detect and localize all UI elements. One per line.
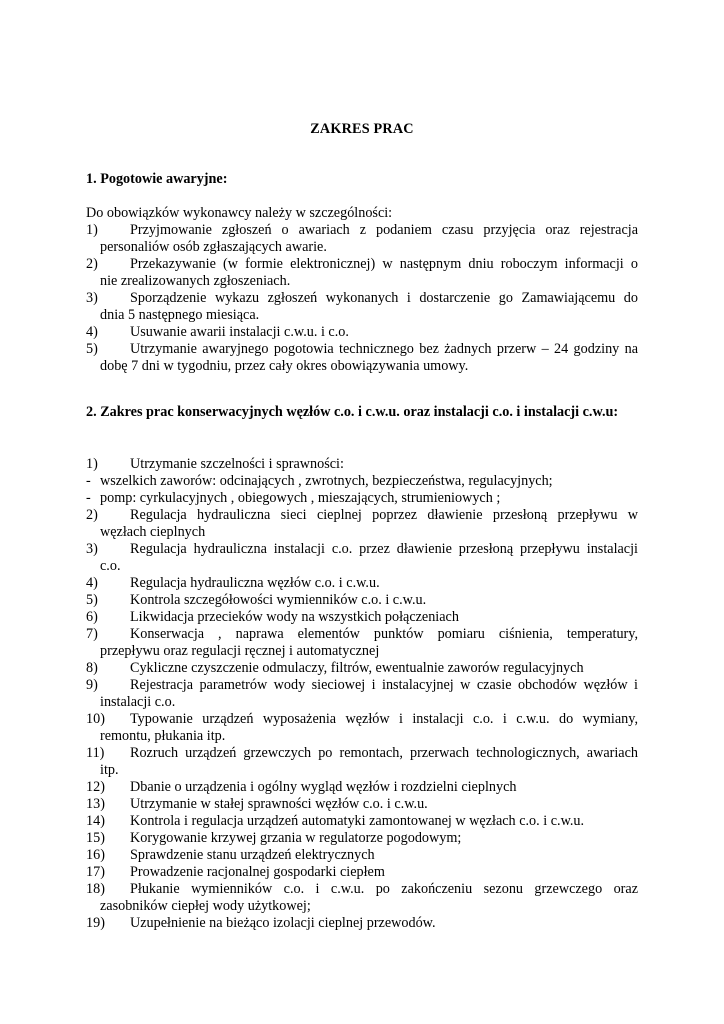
list-item-text: Sprawdzenie stanu urządzeń elektrycznych	[130, 847, 375, 863]
list-item	[86, 575, 638, 592]
list-item	[86, 609, 638, 626]
list-item	[86, 324, 638, 341]
list-item-text: Płukanie wymienników c.o. i c.w.u. po zakończeniu sezonu grzewczego oraz	[130, 881, 638, 897]
list-item	[86, 864, 638, 881]
list-item-continuation: remontu, płukania itp.	[100, 728, 226, 744]
list-item	[86, 507, 638, 541]
section1-heading: 1. Pogotowie awaryjne:	[86, 171, 228, 187]
list-item-continuation: personaliów osób zgłaszających awarie.	[100, 239, 327, 255]
list-item	[86, 796, 638, 813]
document-title: ZAKRES PRAC	[310, 121, 414, 137]
section2-list	[86, 456, 638, 932]
list-item-number: 6)	[86, 609, 98, 625]
list-item-number: 15)	[86, 830, 105, 846]
list-item-text: Sporządzenie wykazu zgłoszeń wykonanych i dostarczenie go Zamawiającemu do	[130, 290, 638, 306]
list-item-text: Regulacja hydrauliczna sieci cieplnej poprzez dławienie przesłoną przepływu w	[130, 507, 638, 523]
list-item-continuation: dnia 5 następnego miesiąca.	[100, 307, 260, 323]
list-item-number: 1)	[86, 222, 98, 238]
list-item-continuation: instalacji c.o.	[100, 694, 176, 710]
list-item	[86, 813, 638, 830]
list-item-text: Kontrola szczegółowości wymienników c.o. i c.w.u.	[130, 592, 427, 608]
list-item-number: 11)	[86, 745, 105, 761]
list-item	[86, 456, 638, 473]
list-item-text: pomp: cyrkulacyjnych , obiegowych , mieszających, strumieniowych ;	[100, 490, 501, 506]
list-item-text: Konserwacja , naprawa elementów punktów pomiaru ciśnienia, temperatury,	[130, 626, 638, 642]
list-item-number: -	[86, 473, 91, 489]
list-item-text: Uzupełnienie na bieżąco izolacji cieplnej przewodów.	[130, 915, 436, 931]
list-item-number: 5)	[86, 592, 98, 608]
list-item	[86, 779, 638, 796]
list-item-continuation: zasobników ciepłej wody użytkowej;	[100, 898, 311, 914]
list-item-text: Regulacja hydrauliczna instalacji c.o. przez dławienie przesłoną przepływu instalacji	[130, 541, 638, 557]
list-item-text: Korygowanie krzywej grzania w regulatorze pogodowym;	[130, 830, 462, 846]
list-item	[86, 660, 638, 677]
list-item-continuation: c.o.	[100, 558, 121, 574]
list-item	[86, 915, 638, 932]
list-item	[86, 490, 638, 507]
list-item	[86, 745, 638, 779]
list-item-text: Rozruch urządzeń grzewczych po remontach, przerwach technologicznych, awariach	[130, 745, 638, 761]
list-item	[86, 541, 638, 575]
list-item-text: Przekazywanie (w formie elektronicznej) w następnym dniu roboczym informacji o	[130, 256, 638, 272]
list-item-number: 5)	[86, 341, 98, 357]
list-item-number: 17)	[86, 864, 105, 880]
list-item	[86, 256, 638, 290]
list-item-text: wszelkich zaworów: odcinających , zwrotnych, bezpieczeństwa, regulacyjnych;	[100, 473, 553, 489]
list-item-number: 2)	[86, 507, 98, 523]
list-item-text: Rejestracja parametrów wody sieciowej i instalacyjnej w czasie obchodów węzłów i	[130, 677, 638, 693]
list-item	[86, 222, 638, 256]
list-item-text: Utrzymanie w stałej sprawności węzłów c.o. i c.w.u.	[130, 796, 428, 812]
list-item-text: Utrzymanie awaryjnego pogotowia technicznego bez żadnych przerw – 24 godziny na	[130, 341, 638, 357]
list-item-number: 13)	[86, 796, 105, 812]
list-item-text: Utrzymanie szczelności i sprawności:	[130, 456, 344, 472]
section1-intro: Do obowiązków wykonawcy należy w szczególności:	[86, 205, 393, 221]
list-item-number: 9)	[86, 677, 98, 693]
section2-heading: 2. Zakres prac konserwacyjnych węzłów c.o. i c.w.u. oraz instalacji c.o. i instalacji c.w.u:	[86, 404, 619, 420]
list-item	[86, 677, 638, 711]
list-item	[86, 830, 638, 847]
list-item-text: Dbanie o urządzenia i ogólny wygląd węzłów i rozdzielni cieplnych	[130, 779, 517, 795]
list-item	[86, 341, 638, 375]
section1-list	[86, 222, 638, 375]
list-item-text: Regulacja hydrauliczna węzłów c.o. i c.w.u.	[130, 575, 380, 591]
list-item-continuation: itp.	[100, 762, 119, 778]
list-item	[86, 626, 638, 660]
list-item	[86, 881, 638, 915]
list-item	[86, 473, 638, 490]
list-item-number: 10)	[86, 711, 105, 727]
list-item-text: Usuwanie awarii instalacji c.w.u. i c.o.	[130, 324, 349, 340]
list-item-number: 8)	[86, 660, 98, 676]
list-item-continuation: węzłach cieplnych	[100, 524, 206, 540]
list-item-text: Kontrola i regulacja urządzeń automatyki zamontowanej w węzłach c.o. i c.w.u.	[130, 813, 585, 829]
list-item-continuation: dobę 7 dni w tygodniu, przez cały okres obowiązywania umowy.	[100, 358, 469, 374]
list-item-number: -	[86, 490, 91, 506]
list-item	[86, 592, 638, 609]
list-item-number: 3)	[86, 290, 98, 306]
list-item-number: 12)	[86, 779, 105, 795]
list-item-number: 19)	[86, 915, 105, 931]
list-item-number: 3)	[86, 541, 98, 557]
list-item-number: 7)	[86, 626, 98, 642]
list-item-number: 4)	[86, 575, 98, 591]
list-item-text: Cykliczne czyszczenie odmulaczy, filtrów, ewentualnie zaworów regulacyjnych	[130, 660, 584, 676]
list-item-continuation: nie zrealizowanych zgłoszeniach.	[100, 273, 291, 289]
list-item	[86, 711, 638, 745]
list-item-text: Prowadzenie racjonalnej gospodarki ciepłem	[130, 864, 385, 880]
list-item-text: Likwidacja przecieków wody na wszystkich połączeniach	[130, 609, 459, 625]
list-item-number: 14)	[86, 813, 105, 829]
list-item-number: 2)	[86, 256, 98, 272]
list-item-number: 16)	[86, 847, 105, 863]
list-item-text: Typowanie urządzeń wyposażenia węzłów i instalacji c.o. i c.w.u. do wymiany,	[130, 711, 638, 727]
list-item-number: 1)	[86, 456, 98, 472]
list-item	[86, 847, 638, 864]
list-item-number: 4)	[86, 324, 98, 340]
list-item-text: Przyjmowanie zgłoszeń o awariach z podaniem czasu przyjęcia oraz rejestracja	[130, 222, 638, 238]
list-item	[86, 290, 638, 324]
list-item-number: 18)	[86, 881, 105, 897]
list-item-continuation: przepływu oraz regulacji ręcznej i automatycznej	[100, 643, 380, 659]
